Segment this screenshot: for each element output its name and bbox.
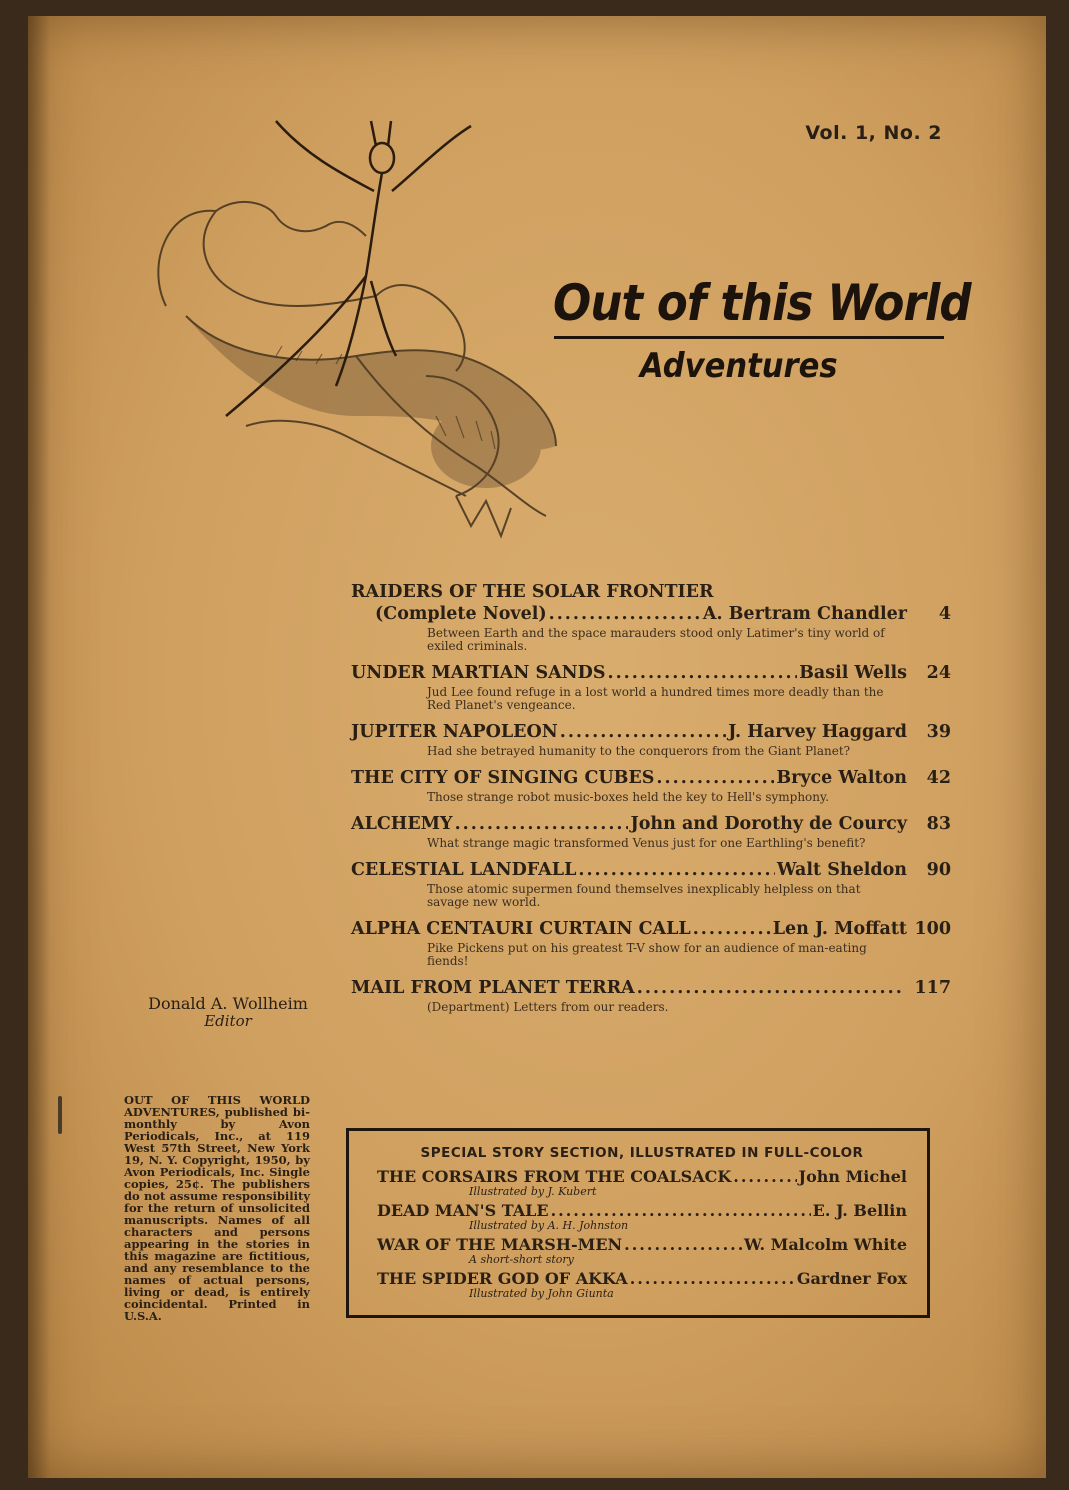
- special-story-section: [346, 1128, 930, 1318]
- toc-entry[interactable]: [351, 663, 951, 712]
- toc-entry-page: 39: [926, 722, 951, 742]
- spine-shadow: [28, 16, 50, 1478]
- leader-dots: [624, 1235, 742, 1254]
- leader-dots: [637, 978, 905, 998]
- toc-entry-blurb: Between Earth and the space marauders stood only Latimer's tiny world of exiled criminals.: [427, 626, 885, 653]
- toc-entry-title: (Complete Novel): [375, 604, 547, 624]
- toc-entry[interactable]: [351, 978, 951, 1014]
- special-entry[interactable]: [377, 1235, 907, 1266]
- toc-entry-blurb: (Department) Letters from our readers.: [427, 1000, 669, 1014]
- special-entry-author: Gardner Fox: [796, 1269, 907, 1288]
- staple: [58, 1096, 62, 1134]
- leader-dots: [656, 768, 774, 788]
- table-of-contents: [351, 582, 951, 1024]
- toc-entry-author: Basil Wells: [799, 663, 907, 683]
- special-entry-note: Illustrated by A. H. Johnston: [469, 1219, 629, 1232]
- special-entry[interactable]: [377, 1269, 907, 1300]
- leader-dots: [578, 860, 775, 880]
- volume-number: Vol. 1, No. 2: [805, 122, 942, 144]
- toc-entry[interactable]: [351, 919, 951, 968]
- special-entry-title: WAR OF THE MARSH-MEN: [377, 1235, 623, 1254]
- leader-dots: [608, 663, 798, 683]
- toc-entry[interactable]: [351, 582, 951, 653]
- masthead-subtitle: Adventures: [640, 346, 838, 386]
- editor-role: Editor: [204, 1012, 252, 1030]
- toc-entry-author: A. Bertram Chandler: [702, 604, 907, 624]
- special-entry-note: A short-short story: [469, 1253, 574, 1266]
- toc-entry-title-line: RAIDERS OF THE SOLAR FRONTIER: [351, 582, 714, 602]
- toc-entry-title: MAIL FROM PLANET TERRA: [351, 978, 635, 998]
- toc-entry[interactable]: [351, 860, 951, 909]
- toc-entry-title: JUPITER NAPOLEON: [351, 722, 558, 742]
- special-entry-author: John Michel: [798, 1167, 907, 1186]
- toc-entry-page: 42: [926, 768, 951, 788]
- toc-entry-page: 117: [914, 978, 951, 998]
- toc-entry-page: 83: [926, 814, 951, 834]
- special-entry-author: E. J. Bellin: [812, 1201, 907, 1220]
- special-entry-author: W. Malcolm White: [743, 1235, 907, 1254]
- special-entry-note: Illustrated by John Giunta: [469, 1287, 614, 1300]
- special-section-heading: SPECIAL STORY SECTION, ILLUSTRATED IN FULL-COLOR: [420, 1145, 864, 1161]
- toc-entry-title: ALPHA CENTAURI CURTAIN CALL: [351, 919, 691, 939]
- leader-dots: [630, 1269, 795, 1288]
- toc-entry-author: J. Harvey Haggard: [728, 722, 907, 742]
- toc-entry-title: CELESTIAL LANDFALL: [351, 860, 577, 880]
- toc-entry-blurb: Had she betrayed humanity to the conquerors from the Giant Planet?: [427, 744, 851, 758]
- toc-entry[interactable]: [351, 768, 951, 804]
- leader-dots: [549, 604, 701, 624]
- special-entry-title: DEAD MAN'S TALE: [377, 1201, 549, 1220]
- toc-entry-blurb: Those atomic supermen found themselves inexplicably helpless on that savage new world.: [427, 882, 861, 909]
- toc-entry[interactable]: [351, 722, 951, 758]
- special-entry-title: THE SPIDER GOD OF AKKA: [377, 1269, 628, 1288]
- toc-entry-blurb: Pike Pickens put on his greatest T-V show for an audience of man-eating fiends!: [427, 941, 867, 968]
- toc-entry-author: Bryce Walton: [776, 768, 907, 788]
- toc-entry[interactable]: [351, 814, 951, 850]
- magazine-page: [28, 16, 1046, 1478]
- special-entry-note: Illustrated by J. Kubert: [469, 1185, 597, 1198]
- toc-entry-blurb: Jud Lee found refuge in a lost world a hundred times more deadly than the Red Planet's vengeance.: [427, 685, 884, 712]
- toc-entry-author: John and Dorothy de Courcy: [630, 814, 907, 834]
- toc-entry-blurb: Those strange robot music-boxes held the key to Hell's symphony.: [427, 790, 830, 804]
- special-entry[interactable]: [377, 1167, 907, 1198]
- toc-entry-title: UNDER MARTIAN SANDS: [351, 663, 606, 683]
- dragon-illustration: [126, 116, 586, 566]
- toc-entry-page: 90: [926, 860, 951, 880]
- toc-entry-title: ALCHEMY: [351, 814, 453, 834]
- editor-name: Donald A. Wollheim: [148, 994, 308, 1013]
- masthead-title: Out of this World: [553, 274, 971, 332]
- toc-entry-page: 100: [914, 919, 951, 939]
- publication-notice: OUT OF THIS WORLD ADVENTURES, published bi-monthly by Avon Periodicals, Inc., at 119 West 57th Street, New York 19, N. Y. Copyright, 1950, by Avon Periodicals, Inc. Single copies, 25¢. The publishers do not assume responsibility for the return of unsolicited manuscripts. Names of all characters and persons appearing in the stories in this magazine are fictitious, and any resemblance to the names of actual persons, living or dead, is entirely coincidental. Printed in U.S.A.: [124, 1093, 310, 1323]
- leader-dots: [551, 1201, 811, 1220]
- special-entry[interactable]: [377, 1201, 907, 1232]
- toc-entry-page: 24: [926, 663, 951, 683]
- masthead-rule: [554, 336, 944, 339]
- toc-entry-author: Walt Sheldon: [776, 860, 907, 880]
- toc-entry-author: Len J. Moffatt: [772, 919, 907, 939]
- toc-entry-page: 4: [938, 604, 951, 624]
- special-entry-title: THE CORSAIRS FROM THE COALSACK: [377, 1167, 732, 1186]
- toc-entry-title: THE CITY OF SINGING CUBES: [351, 768, 655, 788]
- leader-dots: [560, 722, 726, 742]
- leader-dots: [455, 814, 629, 834]
- toc-entry-blurb: What strange magic transformed Venus just for one Earthling's benefit?: [427, 836, 866, 850]
- leader-dots: [733, 1167, 796, 1186]
- leader-dots: [693, 919, 771, 939]
